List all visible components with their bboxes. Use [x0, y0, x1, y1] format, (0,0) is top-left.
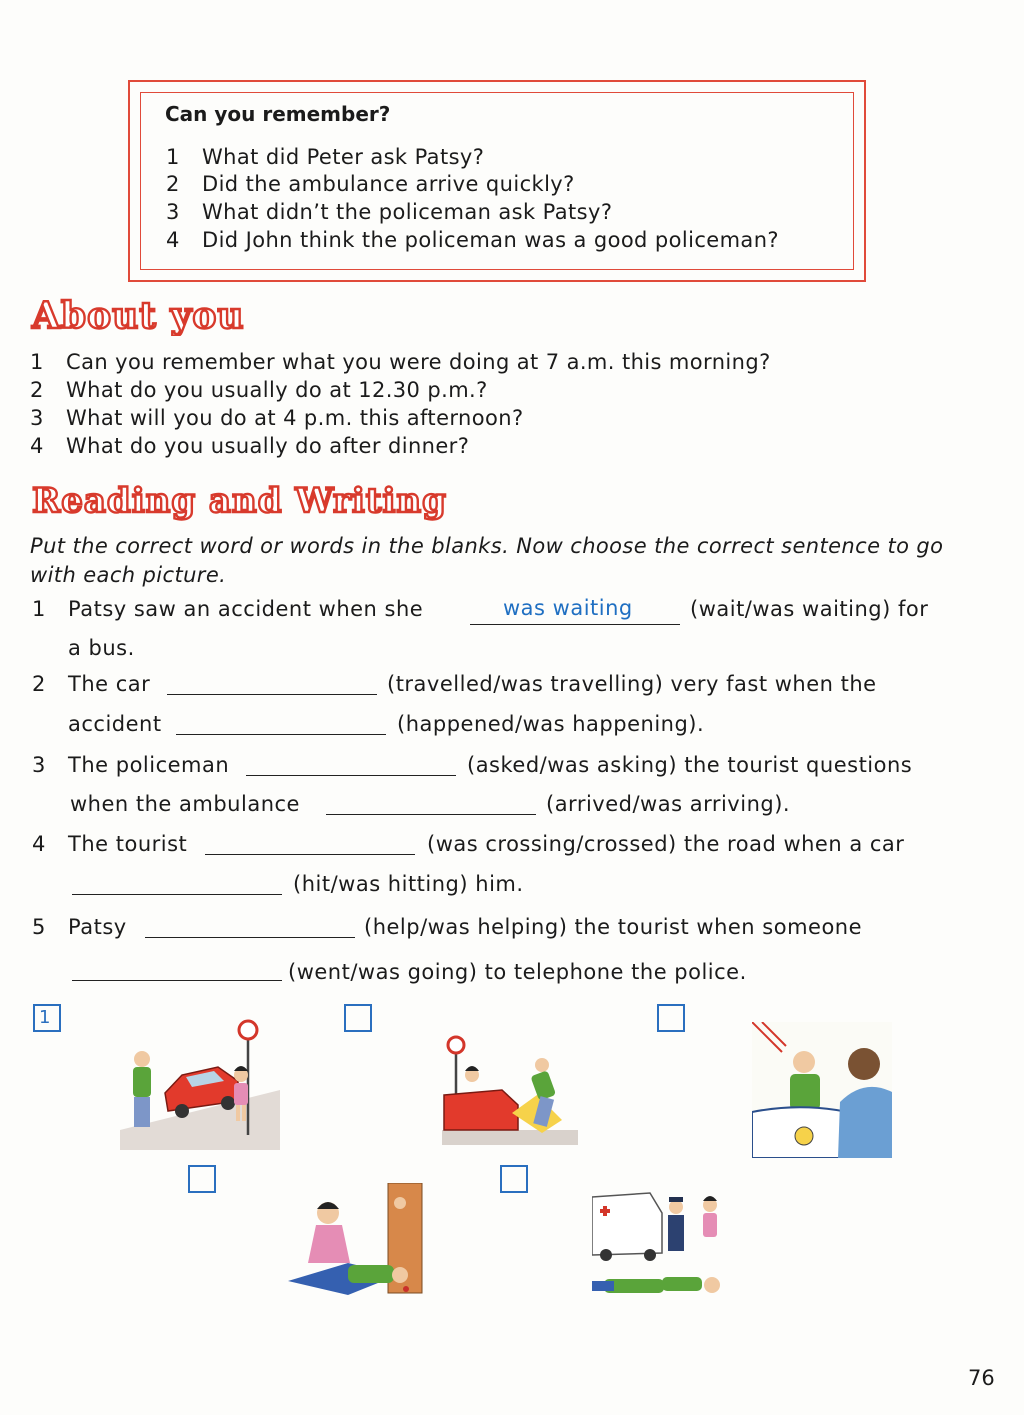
picture-1-illustration: [120, 1015, 280, 1150]
picture-4-checkbox[interactable]: [188, 1165, 216, 1193]
about-question-4: 4 What do you usually do after dinner?: [30, 434, 470, 458]
about-question-3: 3 What will you do at 4 p.m. this afternoon?: [30, 406, 524, 430]
exercise-1-line-1: 1 Patsy saw an accident when she: [32, 597, 424, 621]
picture-3-illustration: [752, 1022, 892, 1158]
exercise-2-line-1: 2 The car: [32, 672, 151, 696]
exercise-2-options-2: (happened/was happening).: [397, 712, 705, 736]
exercise-1-options: (wait/was waiting) for: [690, 597, 929, 621]
exercise-1-answer: was waiting: [503, 596, 633, 620]
exercise-3-line-1: 3 The policeman: [32, 753, 230, 777]
exercise-5-options-1: (help/was helping) the tourist when someone: [364, 915, 863, 939]
ambulance-shape: [592, 1193, 662, 1255]
exercise-1-blank[interactable]: [470, 624, 680, 625]
picture-1-checkbox[interactable]: 1: [33, 1004, 61, 1032]
picture-2-checkbox[interactable]: [344, 1004, 372, 1032]
man-head: [134, 1051, 150, 1067]
man-head: [535, 1058, 549, 1072]
man-shirt: [790, 1074, 820, 1110]
exercise-1-line-2: a bus.: [68, 636, 135, 660]
injury-mark: [403, 1286, 409, 1292]
reading-writing-heading: [28, 476, 528, 522]
picture-4-illustration: [288, 1183, 424, 1303]
policeman-uniform: [668, 1215, 684, 1251]
remember-question-3: 3 What didn’t the policeman ask Patsy?: [166, 200, 613, 224]
remember-question-2: 2 Did the ambulance arrive quickly?: [166, 172, 575, 196]
girl-dress: [308, 1225, 350, 1263]
exercise-2-blank-2[interactable]: [176, 734, 386, 735]
person-head: [394, 1197, 406, 1209]
picture-5-illustration: [592, 1183, 728, 1303]
police-cap-icon: [669, 1197, 683, 1202]
girl-leg: [242, 1105, 246, 1121]
man-shirt: [133, 1067, 151, 1097]
exercise-4-options-1: (was crossing/crossed) the road when a car: [427, 832, 905, 856]
exercise-5-blank-2[interactable]: [72, 980, 282, 981]
remember-question-1: 1 What did Peter ask Patsy?: [166, 145, 485, 169]
girl-hair: [317, 1202, 339, 1209]
about-question-2: 2 What do you usually do at 12.30 p.m.?: [30, 378, 488, 402]
tourist-trousers: [592, 1281, 614, 1291]
red-cross-icon: [603, 1206, 607, 1216]
girl-hair: [465, 1066, 479, 1071]
bus-stop-sign-icon: [239, 1021, 257, 1039]
about-you-heading: [28, 292, 278, 336]
exercise-2-line-2: accident: [68, 712, 162, 736]
exercise-3-blank-1[interactable]: [246, 775, 456, 776]
policeman-head: [848, 1048, 880, 1080]
tourist-body: [348, 1265, 394, 1283]
tourist-head: [704, 1277, 720, 1293]
exercise-3-line-2: when the ambulance: [70, 792, 300, 816]
girl-dress: [234, 1083, 248, 1105]
remember-title: Can you remember?: [165, 102, 391, 126]
car-headlight-icon: [795, 1127, 813, 1145]
exercise-2-options-1: (travelled/was travelling) very fast when the: [387, 672, 877, 696]
about-you-heading-text: About you: [32, 295, 245, 336]
about-question-1: 1 Can you remember what you were doing at 7 a.m. this morning?: [30, 350, 771, 374]
ambulance-wheel: [644, 1249, 656, 1261]
exercise-5-options-2: (went/was going) to telephone the police.: [288, 960, 747, 984]
man-head: [793, 1051, 815, 1073]
exercise-4-line-1: 4 The tourist: [32, 832, 188, 856]
man-trousers: [134, 1097, 150, 1127]
exercise-3-blank-2[interactable]: [326, 814, 536, 815]
picture-2-illustration: [442, 1035, 578, 1145]
road-shape: [442, 1130, 578, 1145]
picture-5-checkbox[interactable]: [500, 1165, 528, 1193]
tourist-head: [392, 1267, 408, 1283]
exercise-4-blank-2[interactable]: [72, 894, 282, 895]
exercise-4-options-2: (hit/was hitting) him.: [293, 872, 524, 896]
policeman-head: [669, 1200, 683, 1214]
remember-question-4: 4 Did John think the policeman was a good policeman?: [166, 228, 779, 252]
page-number: 76: [968, 1366, 995, 1390]
car-wheel-front: [175, 1104, 189, 1118]
girl-leg: [236, 1105, 240, 1121]
bus-stop-sign-icon: [448, 1037, 464, 1053]
car-wheel-back: [221, 1096, 235, 1110]
exercise-2-blank-1[interactable]: [167, 694, 377, 695]
instructions: Put the correct word or words in the blanks. Now choose the correct sentence to go with each picture.: [30, 534, 944, 587]
girl-hair: [234, 1066, 248, 1071]
man-shirt: [530, 1070, 556, 1101]
reading-writing-heading-text: Reading and Writing: [32, 481, 447, 521]
girl-hair: [703, 1196, 717, 1201]
red-car-shape: [444, 1090, 518, 1130]
exercise-3-options-2: (arrived/was arriving).: [546, 792, 791, 816]
exercise-4-blank-1[interactable]: [205, 854, 415, 855]
exercise-5-line-1: 5 Patsy: [32, 915, 127, 939]
exercise-3-options-1: (asked/was asking) the tourist questions: [467, 753, 913, 777]
ambulance-wheel: [600, 1249, 612, 1261]
tourist-arm: [662, 1277, 702, 1291]
policeman-uniform: [838, 1087, 892, 1158]
girl-dress: [703, 1213, 717, 1237]
picture-3-checkbox[interactable]: [657, 1004, 685, 1032]
exercise-5-blank-1[interactable]: [145, 937, 355, 938]
